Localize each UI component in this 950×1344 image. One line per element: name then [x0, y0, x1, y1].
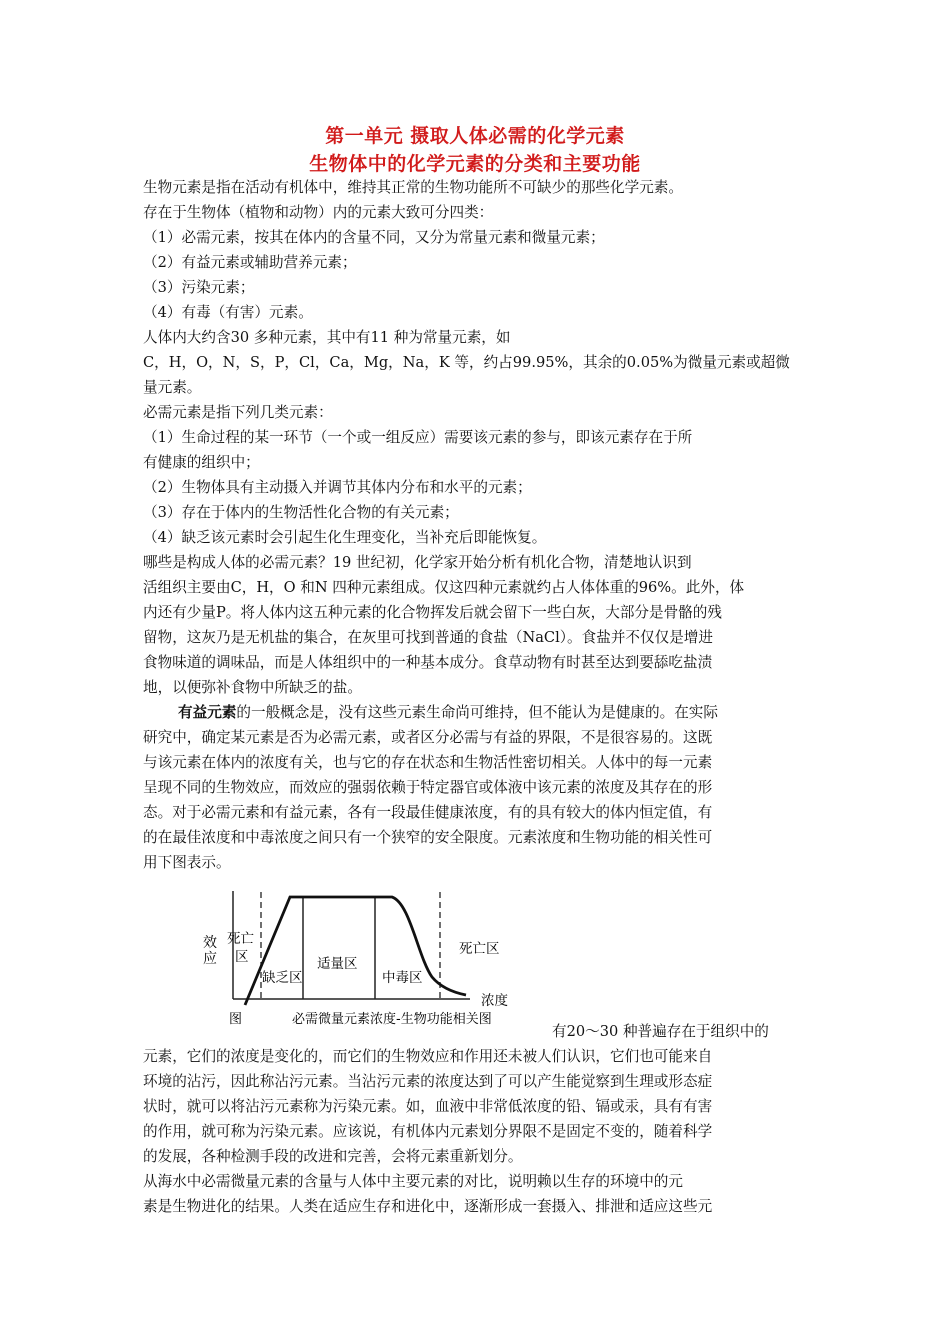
- document-title-1: 第一单元 摄取人体必需的化学元素: [325, 125, 625, 147]
- text-line: 素是生物进化的结果。人类在适应生存和进化中，逐渐形成一套摄入、排泄和适应这些元: [143, 1198, 713, 1215]
- text-line: 态。对于必需元素和有益元素，各有一段最佳健康浓度，有的具有较大的体内恒定值，有: [143, 804, 713, 821]
- text-line: 人体内大约含30 多种元素，其中有11 种为常量元素，如: [143, 329, 511, 346]
- text-line: （4）有毒（有害）元素。: [143, 304, 313, 321]
- figure-caption-prefix: 图: [229, 1012, 243, 1027]
- bold-term: 有益元素: [178, 704, 237, 721]
- text-line: 食物味道的调味品，而是人体组织中的一种基本成分。食草动物有时甚至达到要舔吃盐渍: [143, 654, 713, 671]
- text-line: （4）缺乏该元素时会引起生化生理变化，当补充后即能恢复。: [143, 529, 547, 546]
- zone-label-death-right: 死亡区: [459, 941, 500, 957]
- text-line: 量元素。: [143, 379, 202, 396]
- zone-label-death-left: 区: [235, 949, 249, 965]
- text-line: 从海水中必需微量元素的含量与人体中主要元素的对比，说明赖以生存的环境中的元: [143, 1173, 683, 1190]
- concentration-function-figure: [200, 887, 550, 1035]
- text-line: 活组织主要由C，H，O 和N 四种元素组成。仅这四种元素就约占人体体重的96%。此外，体: [143, 579, 745, 596]
- response-curve: [245, 897, 466, 1005]
- text-line: 内还有少量P。将人体内这五种元素的化合物挥发后就会留下一些白灰，大部分是骨骼的残: [143, 604, 722, 621]
- text-line: 的作用，就可称为污染元素。应该说，有机体内元素划分界限不是固定不变的，随着科学: [143, 1123, 713, 1140]
- zone-label-deficiency: 缺乏区: [262, 970, 303, 986]
- y-axis-label: 效: [203, 935, 217, 951]
- text-line: （3）污染元素；: [143, 279, 255, 296]
- text-line: （3）存在于体内的生物活性化合物的有关元素；: [143, 504, 459, 521]
- zone-label-adequate: 适量区: [317, 956, 358, 972]
- text-line: （2）有益元素或辅助营养元素；: [143, 254, 357, 271]
- text-line: 地，以便弥补食物中所缺乏的盐。: [143, 679, 362, 696]
- text-line: 留物，这灰乃是无机盐的集合，在灰里可找到普通的食盐（NaCl）。食盐并不仅仅是增进: [143, 629, 713, 646]
- text-line: （1）生命过程的某一环节（一个或一组反应）需要该元素的参与，即该元素存在于所: [143, 429, 693, 446]
- figure-caption: 必需微量元素浓度-生物功能相关图: [292, 1012, 492, 1027]
- text-line: 用下图表示。: [143, 854, 231, 871]
- text-line: 状时，就可以将沾污元素称为污染元素。如，血液中非常低浓度的铅、镉或汞，具有有害: [143, 1098, 713, 1115]
- text-line: 元素，它们的浓度是变化的，而它们的生物效应和作用还未被人们认识，它们也可能来自: [143, 1048, 713, 1065]
- text-line: 生物元素是指在活动有机体中，维持其正常的生物功能所不可缺少的那些化学元素。: [143, 179, 683, 196]
- text-line: 的在最佳浓度和中毒浓度之间只有一个狭窄的安全限度。元素浓度和生物功能的相关性可: [143, 829, 713, 846]
- text-line: 哪些是构成人体的必需元素？19 世纪初，化学家开始分析有机化合物，清楚地认识到: [143, 554, 692, 571]
- text-line: 呈现不同的生物效应，而效应的强弱依赖于特定器官或体液中该元素的浓度及其存在的形: [143, 779, 713, 796]
- text-line: C，H，O，N，S，P，Cl，Ca，Mg，Na，K 等，约占99.95%，其余的0.05%为微量元素或超微: [143, 354, 790, 371]
- document-title-2: 生物体中的化学元素的分类和主要功能: [309, 153, 641, 175]
- text-line: （2）生物体具有主动摄入并调节其体内分布和水平的元素；: [143, 479, 532, 496]
- text-line: [178, 703, 718, 723]
- zone-label-toxic: 中毒区: [382, 970, 423, 986]
- text-line: 环境的沾污，因此称沾污元素。当沾污元素的浓度达到了可以产生能觉察到生理或形态症: [143, 1073, 713, 1090]
- y-axis-label: 应: [203, 951, 217, 967]
- x-axis-label: 浓度: [481, 993, 508, 1009]
- text-line: （1）必需元素，按其在体内的含量不同，又分为常量元素和微量元素；: [143, 229, 605, 246]
- text-span: 的一般概念是，没有这些元素生命尚可维持，但不能认为是健康的。在实际: [236, 704, 718, 721]
- text-line: 存在于生物体（植物和动物）内的元素大致可分四类：: [143, 204, 494, 221]
- zone-label-death-left: 死亡: [227, 931, 254, 947]
- text-line: 有健康的组织中；: [143, 454, 260, 471]
- text-line: 必需元素是指下列几类元素：: [143, 404, 333, 421]
- text-line: 的发展，各种检测手段的改进和完善，会将元素重新划分。: [143, 1148, 523, 1165]
- text-line: 研究中，确定某元素是否为必需元素，或者区分必需与有益的界限，不是很容易的。这既: [143, 729, 713, 746]
- text-line: 有20～30 种普遍存在于组织中的: [552, 1023, 769, 1040]
- text-line: 与该元素在体内的浓度有关，也与它的存在状态和生物活性密切相关。人体中的每一元素: [143, 754, 713, 771]
